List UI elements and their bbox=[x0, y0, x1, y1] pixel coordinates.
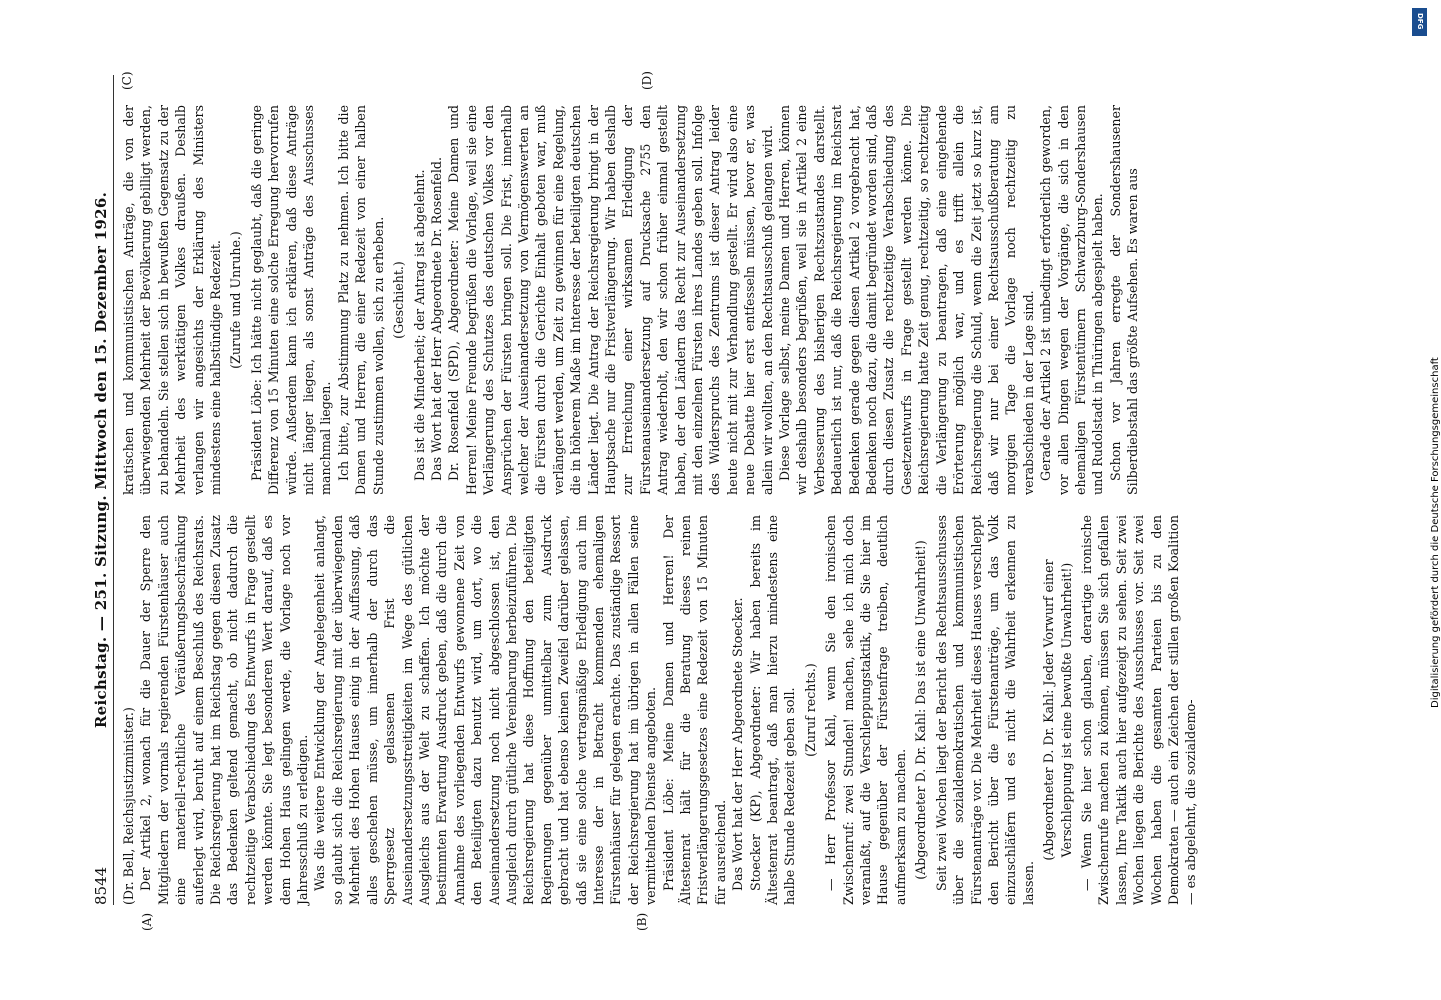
paragraph: Präsident Löbe: Meine Damen und Herren! Der Ältestenrat hält für die Beratung dieses reinen Fristverlängerungsgesetzes eine Redezeit von 15 Minuten für ausreichend. bbox=[660, 515, 728, 905]
speaker-continuation: (Dr. Bell, Reichsjustizminister.) bbox=[121, 707, 136, 905]
document-page bbox=[80, 71, 1330, 935]
paragraph: kratischen und kommunistischen Anträge, die von der überwiegenden Mehrheit der Bevölkerung gebilligt werden, zu behandeln. Sie stellen sich in bewußten Gegensatz zu der Mehrheit des werktätigen Volkes draußen. Deshalb verlangen wir angesichts der Erklärung des Ministers mindestens eine halbstündige Redezeit. bbox=[121, 105, 224, 495]
paragraph: Stoecker (KP), Abgeordneter: Wir haben bereits im Ältestenrat beantragt, daß man hierzu mindestens eine halbe Stunde Redezeit geben soll. bbox=[747, 515, 798, 905]
credit-text: Digitalisierung gefördert durch die Deutsche Forschungsgemeinschaft bbox=[1430, 357, 1441, 708]
interjection: (Abgeordneter D. Dr. Kahl: Das ist eine Unwahrheit!) bbox=[913, 540, 929, 880]
paragraph: — Herr Professor Kahl, wenn Sie den ironischen Zwischenruf: zwei Stunden! machen, sehe ich mich doch veranlaßt, auf die Verschleppungstaktik, die Sie hier im Hause gegenüber der Fürstenfrage treiben, deutlich aufmerksam zu machen. bbox=[823, 515, 908, 905]
margin-marker-a: (A) bbox=[140, 912, 154, 931]
paragraph: — Wenn Sie hier schon glauben, derartige ironische Zwischenrufe machen zu können, müssen Sie sich gefallen lassen, Ihre Taktik auch hier aufgezeigt zu sehen. Seit zwei Wochen liegen die Berichte des Ausschusses vor. Seit zwei Wochen haben die gesamten Parteien bis zu den Demokraten — auch ein Zeichen der stillen großen Koalition — es abgelehnt, die sozialdemo- bbox=[1078, 515, 1199, 905]
interjection: (Geschieht.) bbox=[391, 261, 407, 339]
paragraph: Dr. Rosenfeld (SPD), Abgeordneter: Meine Damen und Herren! Meine Freunde begrüßen die Vorlage, weil sie eine Verlängerung des Schutzes des deutschen Volkes vor den Ansprüchen der Fürsten bringen soll. Die Frist, innerhalb welcher der Auseinandersetzung von Vermögenswerten an die Fürsten durch die Gerichte Einhalt geboten war, muß verlängert werden, um Zeit zu gewinnen für eine Regelung, die in höherem Maße im Interesse der beteiligten deutschen Länder liegt. Die Antrag der Reichsregierung bringt in der Hauptsache nur die Fristverlängerung. Wir haben deshalb zur Erreichung einer wirksamen Erledigung der Fürstenauseinandersetzung auf Drucksache 2755 den Antrag wiederholt, den wir schon früher einmal gestellt haben, der den Ländern das Recht zur Auseinandersetzung mit den einzelnen Fürsten ihres Landes geben soll. Infolge des Widerspruchs des Zentrums ist dieser Antrag leider heute nicht mit zur Verhandlung gestellt. Er wird also eine neue Debatte hier erst entfesseln müssen, bevor er, was allein wir wollten, an den Rechtsausschuß gelangen wird. bbox=[446, 105, 775, 495]
right-column bbox=[120, 105, 1142, 495]
running-header bbox=[86, 75, 114, 905]
paragraph: Seit zwei Wochen liegt der Bericht des Rechtsausschusses über die sozialdemokratischen und kommunistischen Fürstenanträge vor. Die Mehrheit dieses Hauses verschleppt den Bericht über die Fürstenanträge, um das Volk einzuschläfern und es nicht die Wahrheit erkennen zu lassen. bbox=[933, 515, 1036, 905]
paragraph: Präsident Löbe: Ich hätte nicht geglaubt, daß die geringe Differenz von 15 Minuten eine solche Erregung hervorrufen würde. Außerdem kann ich erklären, daß diese Anträge nicht länger liegen, als sonst Anträge des Ausschusses manchmal liegen. bbox=[248, 105, 334, 495]
paragraph: Ich bitte, zur Abstimmung Platz zu nehmen. Ich bitte die Damen und Herren, die einer Redezeit von einer halben Stunde zustimmen wollen, sich zu erheben. bbox=[335, 105, 386, 495]
paragraph: Das Wort hat der Herr Abgeordnete Dr. Rosenfeld. bbox=[428, 157, 444, 481]
paragraph: Der Artikel 2, wonach für die Dauer der Sperre den Mitgliedern der vormals regierenden Fürstenhäuser auch eine materiell-rechtliche Veräußerungsbeschränkung auferlegt wird, beruht auf einem Beschluß des Reichsrats. Die Reichsregierung hat im Reichstag gegen diesen Zusatz das Bedenken geltend gemacht, ob nicht dadurch die rechtzeitige Verabschiedung des Entwurfs in Frage gestellt werden könnte. Sie legt besonderen Wert darauf, daß es dem Hohen Haus gelingen werde, die Vorlage noch vor Jahresschluß zu erledigen. bbox=[138, 515, 311, 905]
paragraph: Diese Vorlage selbst, meine Damen und Herren, können wir deshalb besonders begrüßen, weil sie in Artikel 2 eine Verbesserung des bisherigen Rechtszustandes darstellt. Bedauerlich ist nur, daß die Reichsregierung im Reichsrat Bedenken gerade gegen diesen Artikel 2 vorgebracht hat, Bedenken noch dazu, die damit begründet worden sind, daß durch diesen Zusatz die rechtzeitige Verabschiedung des Gesetzentwurfs in Frage gestellt werden könne. Die Reichsregierung hatte Zeit genug, rechtzeitig, so rechtzeitig die Verlängerung zu beantragen, daß eine eingehende Erörterung möglich war, und es trifft allein die Reichsregierung die Schuld, wenn die Zeit jetzt so kurz ist, daß wir nur bei einer Rechtsausschußberatung am morgigen Tage die Vorlage noch rechtzeitig zu verabschieden in der Lage sind. bbox=[777, 105, 1036, 495]
interjection: (Abgeordneter D. Dr. Kahl: Jeder Vorwurf einer Verschleppung ist eine bewußte Unwahrheit!) bbox=[1041, 559, 1074, 861]
page-number: 8544 bbox=[92, 866, 110, 905]
left-column bbox=[120, 515, 1200, 905]
margin-marker-c: (C) bbox=[120, 71, 134, 90]
dfg-logo-text: DFG bbox=[1416, 13, 1424, 30]
dfg-logo-icon bbox=[1412, 8, 1427, 36]
paragraph: Das Wort hat der Herr Abgeordnete Stoecker. bbox=[730, 597, 746, 891]
paragraph: Schon vor Jahren erregte der Sondershausener Silberdiebstahl das größte Aufsehen. Es waren aus bbox=[1107, 105, 1141, 495]
margin-marker-d: (D) bbox=[640, 71, 654, 90]
paragraph: Was die weitere Entwicklung der Angelegenheit anlangt, so glaubt sich die Reichsregierung mit der überwiegenden Mehrheit des Hohen Hauses einig in der Auffassung, daß alles geschehen müsse, um innerhalb der durch das Sperrgesetz gelassenen Frist die Auseinandersetzungsstreitigkeiten im Wege des gütlichen Ausgleichs aus der Welt zu schaffen. Ich möchte der bestimmten Erwartung Ausdruck geben, daß die durch die Annahme des vorliegenden Entwurfs gewonnene Zeit von den Beteiligten dazu benutzt wird, um dort, wo die Auseinandersetzung noch nicht abgeschlossen ist, den Ausgleich durch gütliche Vereinbarung herbeizuführen. Die Reichsregierung hat diese Hoffnung den beteiligten Regierungen gegenüber unmittelbar zum Ausdruck gebracht und hat ebenso keinen Zweifel darüber gelassen, daß sie eine solche vertragsmäßige Erledigung auch im Interesse der in Betracht kommenden ehemaligen Fürstenhäuser für gelegen erachte. Das zuständige Ressort der Reichsregierung hat im übrigen in allen Fällen seine vermittelnden Dienste angeboten. bbox=[312, 515, 659, 905]
running-head-title: Reichstag. — 251. Sitzung. Mittwoch den 15. Dezember 1926. bbox=[92, 191, 110, 729]
digitization-credit bbox=[1410, 8, 1441, 993]
margin-marker-b: (B) bbox=[635, 912, 649, 931]
interjection: (Zurufe und Unruhe.) bbox=[228, 231, 244, 369]
interjection: (Zuruf rechts.) bbox=[802, 663, 818, 757]
paragraph: Gerade der Artikel 2 ist unbedingt erforderlich geworden, vor allen Dingen wegen der Vorgänge, die sich in den ehemaligen Fürstentümern Schwarzburg-Sondershausen und Rudolstadt in Thüringen abgespielt haben. bbox=[1038, 105, 1106, 495]
paragraph: Das ist die Minderheit; der Antrag ist abgelehnt. bbox=[411, 169, 427, 481]
